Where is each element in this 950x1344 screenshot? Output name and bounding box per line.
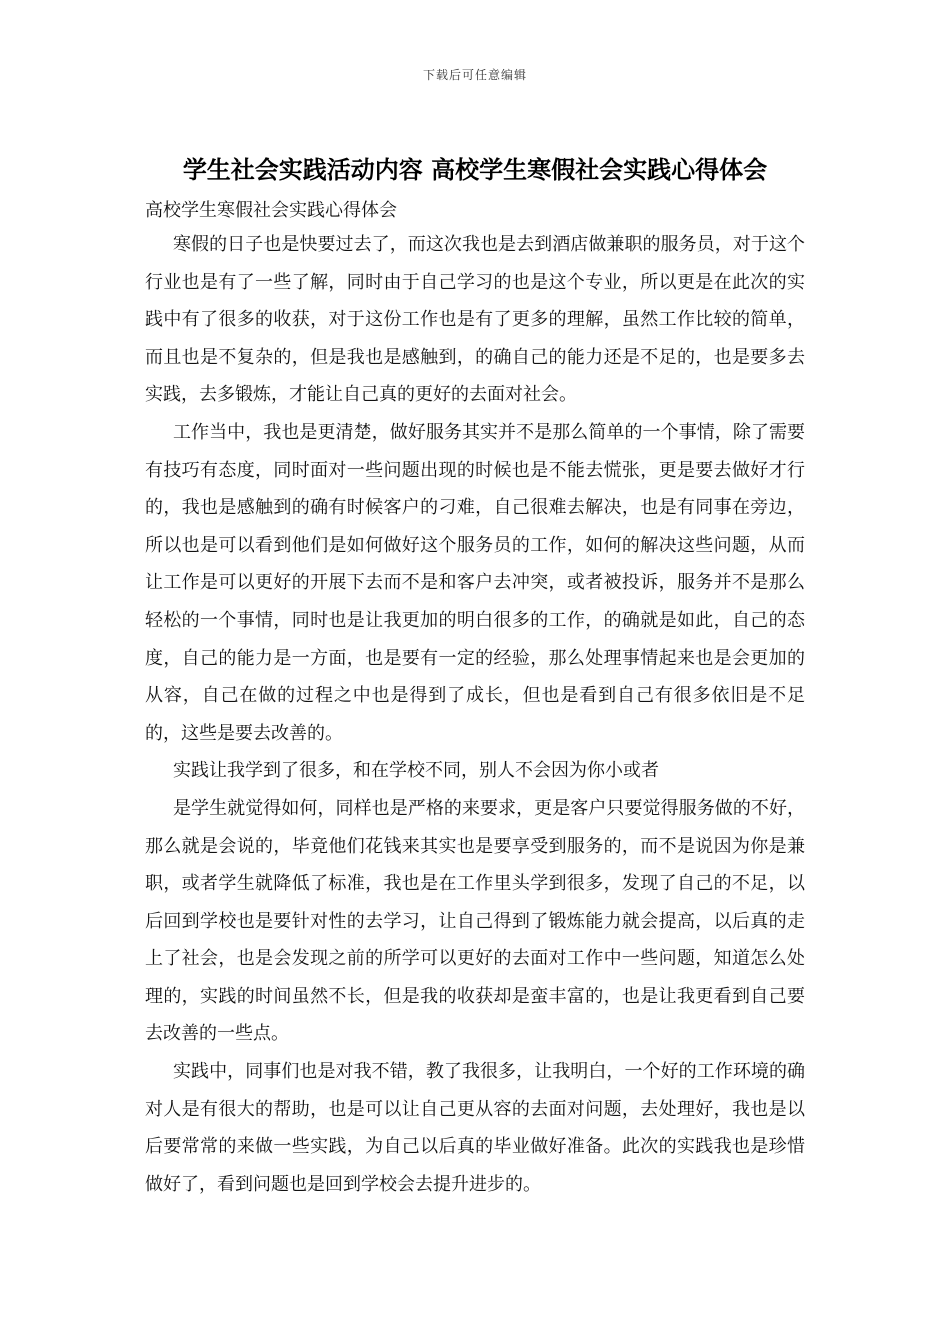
paragraph-5: 实践中，同事们也是对我不错，教了我很多，让我明白，一个好的工作环境的确对人是有很大的帮助，也是可以让自己更从容的去面对问题，去处理好，我也是以后要常常的来做一些实践，为自己以后真的毕业做好准备。此次的实践我也是珍惜做好了，看到问题也是回到学校会去提升进步的。 — [145, 1061, 805, 1195]
document-title: 学生社会实践活动内容 高校学生寒假社会实践心得体会 — [182, 155, 768, 184]
paragraph-3: 实践让我学到了很多，和在学校不同，别人不会因为你小或者 — [173, 760, 659, 782]
document-body — [145, 196, 805, 1203]
document-subtitle: 高校学生寒假社会实践心得体会 — [145, 200, 397, 221]
header-note: 下载后可任意编辑 — [422, 68, 527, 82]
paragraph-2: 工作当中，我也是更清楚，做好服务其实并不是那么简单的一个事情，除了需要有技巧有态度，同时面对一些问题出现的时候也是不能去慌张，更是要去做好才行的，我也是感触到的确有时候客户的刁难，自己很难去解决，也是有同事在旁边，所以也是可以看到他们是如何做好这个服务员的工作，如何的解决这些问题，从而让工作是可以更好的开展下去而不是和客户去冲突，或者被投诉，服务并不是那么轻松的一个事情，同时也是让我更加的明白很多的工作，的确就是如此，自己的态度，自己的能力是一方面，也是要有一定的经验，那么处理事情起来也是会更加的从容，自己在做的过程之中也是得到了成长，但也是看到自己有很多依旧是不足的，这些是要去改善的。 — [145, 421, 805, 744]
paragraph-1: 寒假的日子也是快要过去了，而这次我也是去到酒店做兼职的服务员，对于这个行业也是有了一些了解，同时由于自己学习的也是这个专业，所以更是在此次的实践中有了很多的收获，对于这份工作也是有了更多的理解，虽然工作比较的简单，而且也是不复杂的，但是我也是感触到，的确自己的能力还是不足的，也是要多去实践，去多锻炼，才能让自己真的更好的去面对社会。 — [145, 234, 805, 406]
paragraph-4: 是学生就觉得如何，同样也是严格的来要求，更是客户只要觉得服务做的不好，那么就是会说的，毕竟他们花钱来其实也是要享受到服务的，而不是说因为你是兼职，或者学生就降低了标准，我也是在工作里头学到很多，发现了自己的不足，以后回到学校也是要针对性的去学习，让自己得到了锻炼能力就会提高，以后真的走上了社会，也是会发现之前的所学可以更好的去面对工作中一些问题，知道怎么处理的，实践的时间虽然不长，但是我的收获却是蛮丰富的，也是让我更看到自己要去改善的一些点。 — [145, 797, 805, 1045]
